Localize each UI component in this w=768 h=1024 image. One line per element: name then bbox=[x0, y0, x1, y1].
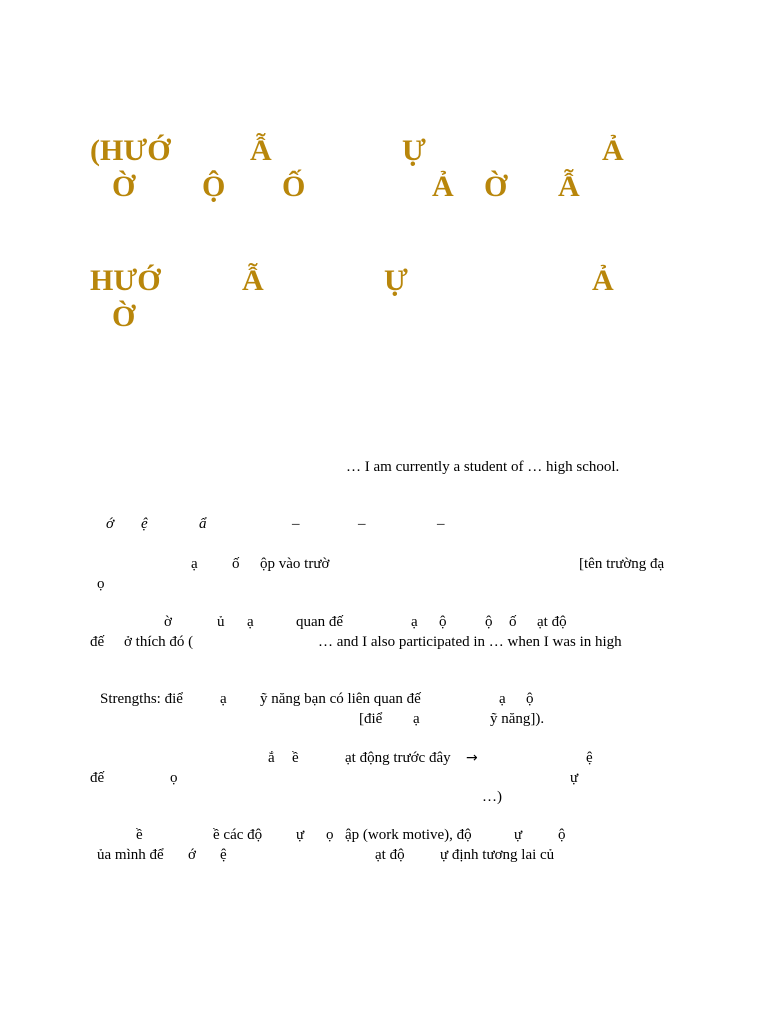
paragraph-fragment: ở thích đó ( bbox=[124, 634, 194, 650]
paragraph-fragment: đế bbox=[90, 770, 105, 786]
paragraph-fragment: ự bbox=[296, 827, 305, 843]
paragraph-fragment: ự bbox=[514, 827, 523, 843]
italic-fragment: ẩ bbox=[199, 516, 207, 532]
paragraph-fragment: ập (work motive), độ bbox=[345, 827, 472, 843]
heading-1-fragment: Ố bbox=[282, 170, 306, 203]
heading-2-fragment: Ự bbox=[384, 264, 408, 297]
paragraph-fragment: ắ bbox=[268, 750, 275, 766]
paragraph-fragment: ộ bbox=[526, 691, 534, 707]
heading-1-fragment: Ẫ bbox=[250, 134, 272, 167]
paragraph-fragment: ạ bbox=[191, 556, 198, 572]
heading-1-fragment: (HƯỚ bbox=[90, 134, 171, 167]
paragraph-fragment: ộ bbox=[485, 614, 493, 630]
paragraph-fragment: ố bbox=[509, 614, 517, 630]
italic-fragment: – bbox=[358, 516, 366, 532]
paragraph-fragment: ộp vào trườ bbox=[260, 556, 330, 572]
paragraph-fragment: ủa mình để bbox=[97, 847, 164, 863]
paragraph-fragment: ạ bbox=[411, 614, 418, 630]
paragraph-fragment: ạ bbox=[220, 691, 227, 707]
italic-fragment: – bbox=[437, 516, 445, 532]
right-arrow-icon: → bbox=[466, 750, 478, 766]
italic-fragment: ớ bbox=[106, 516, 115, 532]
heading-1-fragment: Ờ bbox=[484, 170, 508, 203]
heading-2-fragment: Ờ bbox=[112, 300, 136, 333]
heading-1-fragment: Ờ bbox=[112, 170, 136, 203]
paragraph-fragment: quan đế bbox=[296, 614, 344, 630]
italic-fragment: ệ bbox=[141, 516, 148, 532]
paragraph-fragment: …) bbox=[482, 789, 502, 805]
paragraph-fragment: ố bbox=[232, 556, 240, 572]
paragraph-fragment: ự bbox=[570, 770, 579, 786]
heading-1-fragment: Ự bbox=[402, 134, 426, 167]
paragraph-fragment: ạt độ bbox=[537, 614, 567, 630]
paragraph-fragment: … and I also participated in … when I was in high bbox=[318, 634, 622, 650]
paragraph-fragment: ệ bbox=[220, 847, 227, 863]
paragraph-fragment: ớ bbox=[188, 847, 196, 863]
paragraph-fragment: ệ bbox=[586, 750, 593, 766]
paragraph-fragment: [điể bbox=[359, 711, 383, 727]
heading-2-fragment: HƯỚ bbox=[90, 264, 161, 297]
paragraph-fragment: Strengths: điể bbox=[100, 691, 183, 707]
paragraph-fragment: ỹ năng]). bbox=[490, 711, 545, 727]
italic-fragment: – bbox=[292, 516, 300, 532]
paragraph-fragment: ề bbox=[136, 827, 143, 843]
paragraph-fragment: ạ bbox=[247, 614, 254, 630]
heading-1-fragment: Ả bbox=[602, 134, 624, 167]
paragraph-fragment: ạ bbox=[413, 711, 420, 727]
paragraph-fragment: [tên trường đạ bbox=[579, 556, 665, 572]
heading-2-fragment: Ẫ bbox=[242, 264, 264, 297]
paragraph-fragment: đế bbox=[90, 634, 105, 650]
paragraph-fragment: ủ bbox=[217, 614, 225, 630]
paragraph-fragment: ỹ năng bạn có liên quan đế bbox=[260, 691, 421, 707]
paragraph-fragment: ề bbox=[292, 750, 299, 766]
paragraph-fragment: ạt động trước đây bbox=[345, 750, 451, 766]
intro-text: … I am currently a student of … high school. bbox=[346, 459, 620, 475]
heading-2-fragment: Ả bbox=[592, 264, 614, 297]
heading-1-fragment: Ả bbox=[432, 170, 454, 203]
heading-1-fragment: Ẫ bbox=[558, 170, 580, 203]
paragraph-fragment: ộ bbox=[439, 614, 447, 630]
paragraph-fragment: ọ bbox=[326, 827, 334, 843]
paragraph-fragment: ạ bbox=[499, 691, 506, 707]
paragraph-fragment: ọ bbox=[97, 576, 105, 592]
paragraph-fragment: ộ bbox=[558, 827, 566, 843]
paragraph-fragment: ờ bbox=[164, 614, 172, 630]
heading-1-fragment: Ộ bbox=[202, 170, 226, 203]
paragraph-fragment: ề các độ bbox=[213, 827, 263, 843]
paragraph-fragment: ự định tương lai củ bbox=[440, 847, 555, 863]
paragraph-fragment: ọ bbox=[170, 770, 178, 786]
paragraph-fragment: ạt độ bbox=[375, 847, 405, 863]
